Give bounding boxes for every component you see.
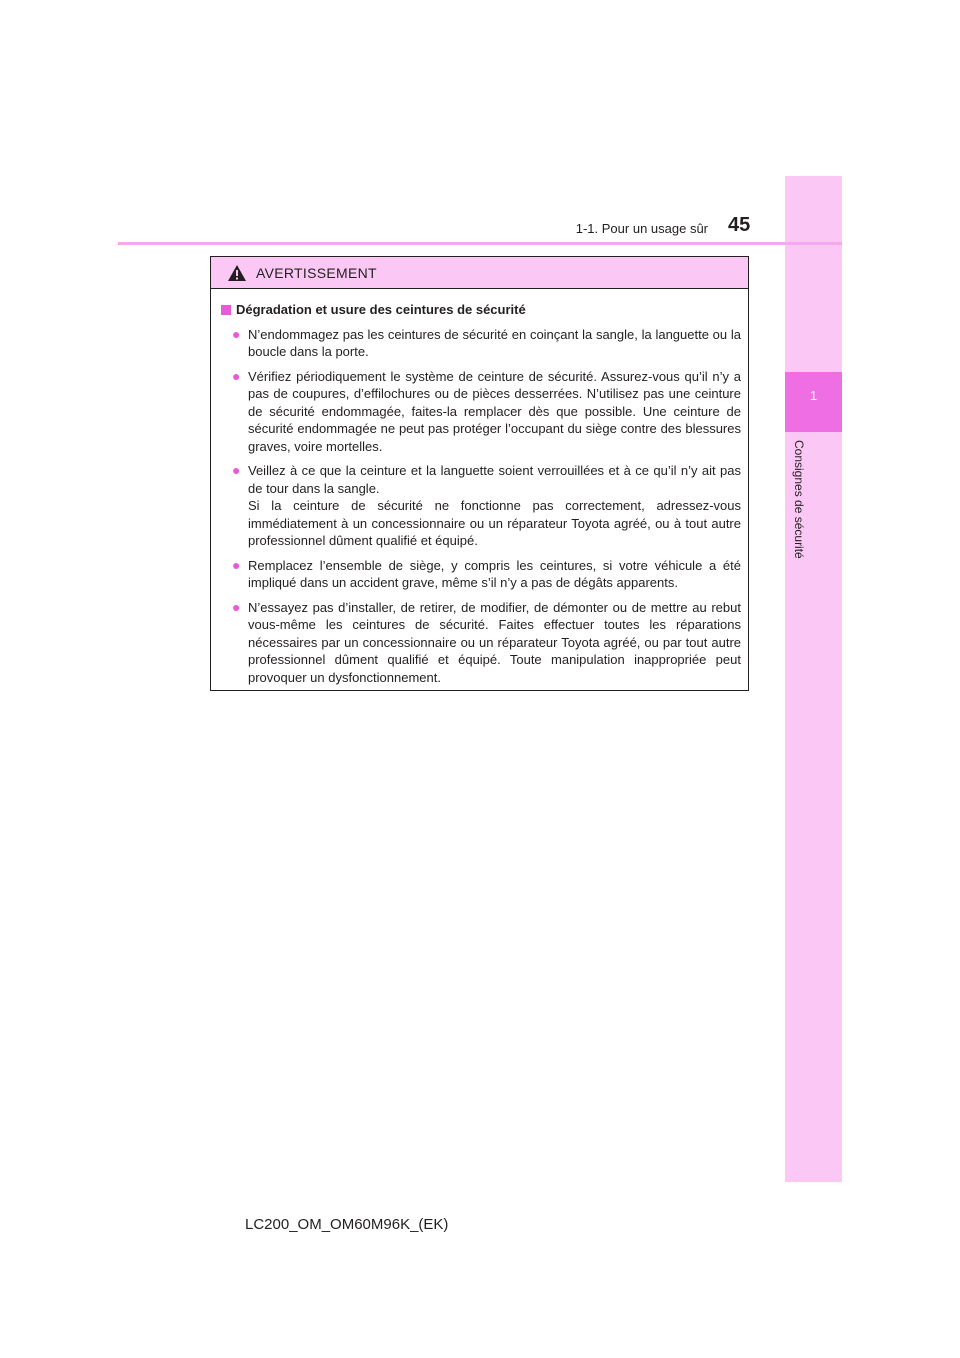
subheading-text: Dégradation et usure des ceintures de sécurité xyxy=(236,302,526,317)
list-item xyxy=(221,368,741,456)
list-item-text: Remplacez l’ensemble de siège, y compris les ceintures, si votre véhicule a été impliqué dans un accident grave, même s’il n’y a pas de dégâts apparents. xyxy=(248,557,741,590)
side-tab-label: Consignes de sécurité xyxy=(792,440,806,559)
warning-triangle-icon xyxy=(227,264,247,282)
header-rule xyxy=(118,242,842,245)
side-tab-strip xyxy=(785,176,842,1182)
warning-box xyxy=(210,256,749,691)
list-item-text: Veillez à ce que la ceinture et la languette soient verrouillées et à ce qu’il n’y ait pas de tour dans la sangle. xyxy=(248,463,741,496)
list-item-text: N’essayez pas d’installer, de retirer, de modifier, de démonter ou de mettre au rebut vous-même les ceintures de sécurité. Faites effectuer toutes les réparations nécessaires par un concessionnaire ou un réparateur Toyota agréé, ou par tout autre professionnel dûment qualifié et équipé. Toute manipulation inappropriée peut provoquer un dysfonctionnement. xyxy=(248,599,741,685)
square-bullet-icon xyxy=(221,305,231,315)
bullet-dot-icon: ● xyxy=(232,598,241,615)
bullet-dot-icon: ● xyxy=(232,556,241,573)
bullet-dot-icon: ● xyxy=(232,367,241,384)
list-item xyxy=(221,557,741,592)
list-item-text: Si la ceinture de sécurité ne fonctionne pas correctement, adressez-vous immédiatement à un concessionnaire ou un réparateur Toyota agréé, ou à tout autre professionnel dûment qualifié et équipé. xyxy=(248,498,741,548)
list-item-text: N’endommagez pas les ceintures de sécurité en coinçant la sangle, la languette ou la boucle dans la porte. xyxy=(248,326,741,359)
warning-header xyxy=(211,257,748,289)
page-number: 45 xyxy=(728,214,751,236)
footer-code: LC200_OM_OM60M96K_(EK) xyxy=(245,1216,449,1233)
side-tab-number: 1 xyxy=(809,388,818,403)
warning-title: AVERTISSEMENT xyxy=(256,264,377,281)
list-item xyxy=(221,462,741,550)
section-title: 1-1. Pour un usage sûr xyxy=(575,221,708,236)
bullet-dot-icon: ● xyxy=(232,325,241,342)
list-item xyxy=(221,599,741,687)
list-item-text: Vérifiez périodiquement le système de ceinture de sécurité. Assurez-vous qu’il n’y a pas de coupures, d’effilochures ou de pièces desserrées. N’utilisez pas une ceinture de sécurité endommagée, faites-la remplacer dès que possible. Une ceinture de sécurité endommagée ne peut pas protéger l’occupant du siège contre des blessures graves, voire mortelles. xyxy=(248,368,741,454)
warning-body xyxy=(211,289,748,686)
list-item xyxy=(221,326,741,361)
warning-subheading xyxy=(221,301,741,319)
bullet-dot-icon: ● xyxy=(232,462,241,478)
